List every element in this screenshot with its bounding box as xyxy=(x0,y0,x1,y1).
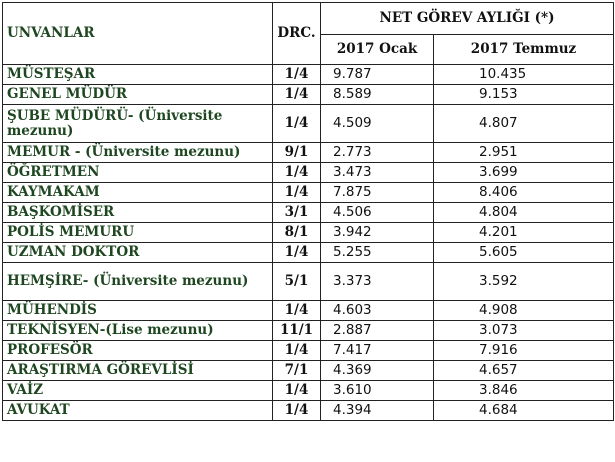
row-jul-value: 9.153 xyxy=(434,85,614,105)
header-net-gorev-ayligi: NET GÖREV AYLIĞI (*) xyxy=(321,3,614,35)
row-jul-value: 5.605 xyxy=(434,243,614,263)
row-drc: 7/1 xyxy=(273,361,321,381)
row-title: UZMAN DOKTOR xyxy=(3,243,273,263)
row-jan-value: 3.473 xyxy=(321,163,434,183)
row-title: ARAŞTIRMA GÖREVLİSİ xyxy=(3,361,273,381)
row-drc: 1/4 xyxy=(273,85,321,105)
row-jan-value: 3.942 xyxy=(321,223,434,243)
row-drc: 1/4 xyxy=(273,401,321,421)
row-jul-value: 8.406 xyxy=(434,183,614,203)
row-jan-value: 4.369 xyxy=(321,361,434,381)
row-title: MEMUR - (Üniversite mezunu) xyxy=(3,143,273,163)
row-title: BAŞKOMİSER xyxy=(3,203,273,223)
table-row xyxy=(3,361,614,381)
table-row xyxy=(3,183,614,203)
table-row xyxy=(3,85,614,105)
row-jul-value: 3.846 xyxy=(434,381,614,401)
row-jan-value: 2.887 xyxy=(321,321,434,341)
row-jul-value: 3.073 xyxy=(434,321,614,341)
row-jul-value: 3.592 xyxy=(434,263,614,301)
row-title: PROFESÖR xyxy=(3,341,273,361)
row-jan-value: 4.603 xyxy=(321,301,434,321)
row-title: MÜSTEŞAR xyxy=(3,65,273,85)
row-drc: 1/4 xyxy=(273,341,321,361)
row-jul-value: 4.201 xyxy=(434,223,614,243)
row-jan-value: 7.417 xyxy=(321,341,434,361)
header-row-top xyxy=(3,3,614,35)
row-jan-value: 9.787 xyxy=(321,65,434,85)
row-drc: 1/4 xyxy=(273,105,321,143)
table-row xyxy=(3,263,614,301)
header-2017-temmuz: 2017 Temmuz xyxy=(434,35,614,65)
row-title: AVUKAT xyxy=(3,401,273,421)
row-title: ÖĞRETMEN xyxy=(3,163,273,183)
row-drc: 1/4 xyxy=(273,65,321,85)
table-row xyxy=(3,223,614,243)
row-drc: 3/1 xyxy=(273,203,321,223)
row-title: VAİZ xyxy=(3,381,273,401)
row-jan-value: 5.255 xyxy=(321,243,434,263)
row-title: MÜHENDİS xyxy=(3,301,273,321)
row-jul-value: 3.699 xyxy=(434,163,614,183)
row-drc: 1/4 xyxy=(273,243,321,263)
row-title: HEMŞİRE- (Üniversite mezunu) xyxy=(3,263,273,301)
row-drc: 9/1 xyxy=(273,143,321,163)
row-drc: 1/4 xyxy=(273,183,321,203)
row-drc: 1/4 xyxy=(273,301,321,321)
row-jul-value: 4.657 xyxy=(434,361,614,381)
row-jan-value: 7.875 xyxy=(321,183,434,203)
row-title: GENEL MÜDÜR xyxy=(3,85,273,105)
row-jan-value: 2.773 xyxy=(321,143,434,163)
row-title: POLİS MEMURU xyxy=(3,223,273,243)
table-row xyxy=(3,105,614,143)
table-row xyxy=(3,381,614,401)
header-unvanlar: UNVANLAR xyxy=(3,3,273,65)
row-drc: 1/4 xyxy=(273,381,321,401)
table-row xyxy=(3,143,614,163)
table-row xyxy=(3,301,614,321)
row-title: TEKNİSYEN-(Lise mezunu) xyxy=(3,321,273,341)
row-title: ŞUBE MÜDÜRÜ- (Üniversite mezunu) xyxy=(3,105,273,143)
row-jul-value: 4.684 xyxy=(434,401,614,421)
row-jan-value: 3.610 xyxy=(321,381,434,401)
row-drc: 8/1 xyxy=(273,223,321,243)
row-jul-value: 2.951 xyxy=(434,143,614,163)
table-row xyxy=(3,243,614,263)
table-row xyxy=(3,163,614,183)
row-jul-value: 7.916 xyxy=(434,341,614,361)
header-2017-ocak: 2017 Ocak xyxy=(321,35,434,65)
table-row xyxy=(3,65,614,85)
table-row xyxy=(3,341,614,361)
table-row xyxy=(3,401,614,421)
row-title: KAYMAKAM xyxy=(3,183,273,203)
row-jan-value: 4.509 xyxy=(321,105,434,143)
table-row xyxy=(3,203,614,223)
row-jul-value: 4.807 xyxy=(434,105,614,143)
row-drc: 1/4 xyxy=(273,163,321,183)
table-row xyxy=(3,321,614,341)
row-jan-value: 4.506 xyxy=(321,203,434,223)
row-jul-value: 4.908 xyxy=(434,301,614,321)
row-drc: 11/1 xyxy=(273,321,321,341)
row-jan-value: 4.394 xyxy=(321,401,434,421)
row-drc: 5/1 xyxy=(273,263,321,301)
header-drc: DRC. xyxy=(273,3,321,65)
salary-table xyxy=(2,2,614,421)
row-jul-value: 4.804 xyxy=(434,203,614,223)
row-jan-value: 3.373 xyxy=(321,263,434,301)
row-jan-value: 8.589 xyxy=(321,85,434,105)
row-jul-value: 10.435 xyxy=(434,65,614,85)
